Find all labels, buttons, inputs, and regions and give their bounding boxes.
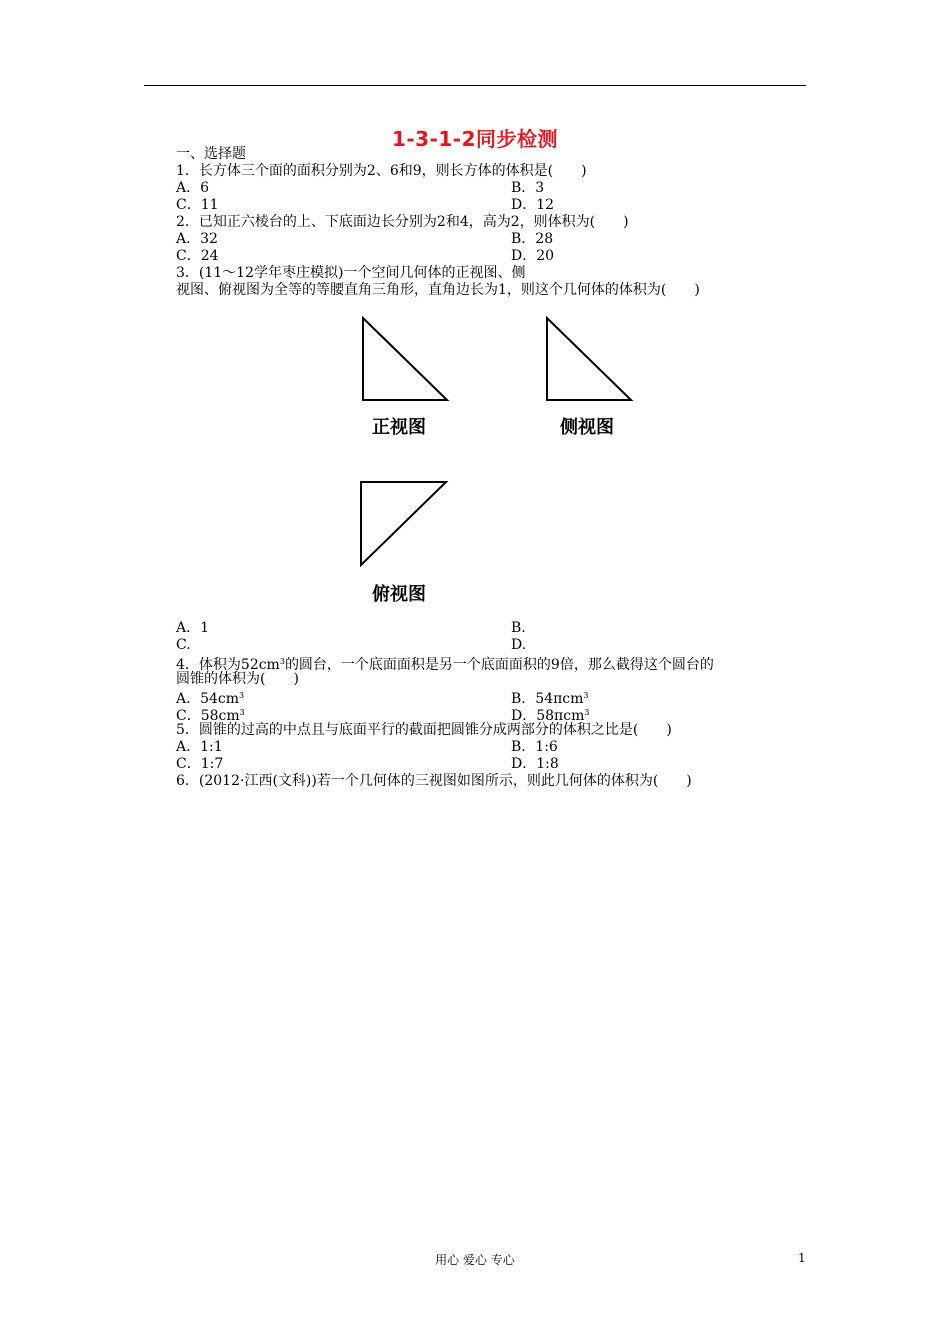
q4-option-b-text: B．54πcm <box>511 691 584 707</box>
side-view-triangle <box>539 312 639 407</box>
q3-option-a: A．1 <box>176 620 210 636</box>
q4-option-c-text: C．58cm <box>176 708 240 724</box>
q3-option-c: C. <box>176 637 191 653</box>
question-5: 5．圆锥的过高的中点且与底面平行的截面把圆锥分成两部分的体积之比是( ) <box>176 722 672 738</box>
q4-option-c-sup: 3 <box>239 708 245 717</box>
q1-option-b: B．3 <box>511 180 545 196</box>
question-3-line-2: 视图、俯视图为全等的等腰直角三角形，直角边长为1，则这个几何体的体积为( ) <box>176 282 700 298</box>
page-number: 1 <box>798 1251 806 1265</box>
q5-option-c: C．1:7 <box>176 756 224 772</box>
footer-text: 用心 爱心 专心 <box>435 1253 515 1267</box>
q4-text-suffix: 的圆台，一个底面面积是另一个底面面积的9倍，那么截得这个圆台的 <box>284 657 714 673</box>
header-rule <box>144 85 806 86</box>
q1-option-d: D．12 <box>511 197 555 213</box>
q3-option-b: B. <box>511 620 526 636</box>
top-view-triangle <box>354 476 454 571</box>
top-view-caption: 俯视图 <box>372 584 426 605</box>
q4-text-prefix: 4．体积为52cm <box>176 657 280 673</box>
q5-option-d: D．1:8 <box>511 756 559 772</box>
q2-option-a: A．32 <box>176 231 218 247</box>
q4-option-b-sup: 3 <box>583 691 589 700</box>
q1-option-c: C．11 <box>176 197 219 213</box>
q3-option-d: D. <box>511 637 527 653</box>
q2-option-d: D．20 <box>511 248 555 264</box>
front-view-triangle <box>355 312 455 407</box>
q5-option-a: A．1:1 <box>176 739 223 755</box>
q2-option-b: B．28 <box>511 231 554 247</box>
question-2: 2．已知正六棱台的上、下底面边长分别为2和4，高为2，则体积为( ) <box>176 214 629 230</box>
document-title: 1-3-1-2同步检测 <box>391 127 559 151</box>
q4-option-d-sup: 3 <box>584 708 590 717</box>
section-heading: 一、选择题 <box>176 146 246 162</box>
q4-option-d-text: D．58πcm <box>511 708 585 724</box>
q4-option-a-text: A．54cm <box>176 691 240 707</box>
q1-option-a: A．6 <box>176 180 210 196</box>
q4-unit-superscript: 3 <box>279 657 285 666</box>
question-3-line-1: 3．(11～12学年枣庄模拟)一个空间几何体的正视图、侧 <box>176 265 526 281</box>
front-view-caption: 正视图 <box>372 417 426 438</box>
question-1: 1．长方体三个面的面积分别为2、6和9，则长方体的体积是( ) <box>176 163 587 179</box>
side-view-caption: 侧视图 <box>560 417 614 438</box>
q4-option-a-sup: 3 <box>239 691 245 700</box>
question-4-line-2: 圆锥的体积为( ) <box>176 671 299 687</box>
question-6: 6．(2012·江西(文科))若一个几何体的三视图如图所示，则此几何体的体积为( ) <box>176 773 692 789</box>
q2-option-c: C．24 <box>176 248 219 264</box>
q5-option-b: B．1:6 <box>511 739 558 755</box>
